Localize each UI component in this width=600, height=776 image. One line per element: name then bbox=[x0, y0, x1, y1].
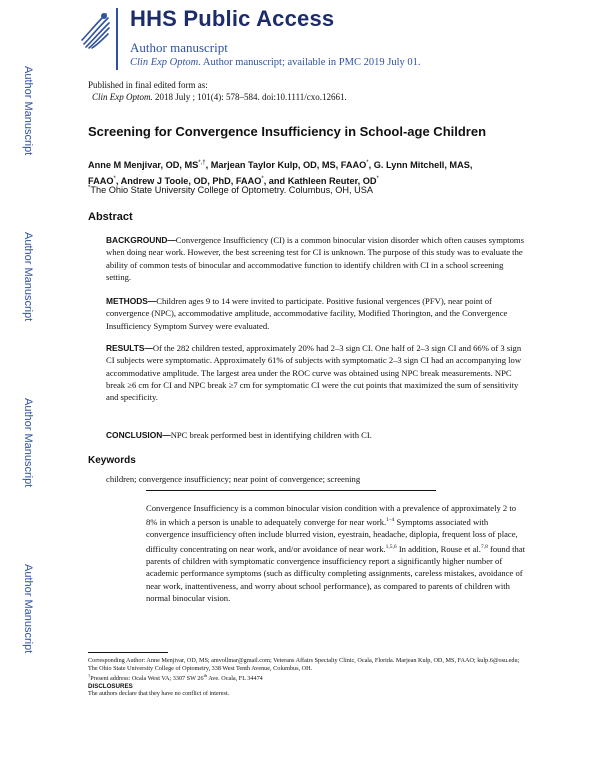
margin-label: Author Manuscript bbox=[22, 398, 34, 488]
present-address-text: Ave. Ocala, FL 34474 bbox=[207, 675, 263, 683]
body-text: Symptoms associated with convergence insufficiency often include blurred vision, eyestrain, headache, diplopia, frequent loss of place, difficulty concentrating on near work, and/or avoidance of near work. bbox=[146, 517, 518, 554]
section-text: Convergence Insufficiency (CI) is a common binocular vision disorder which often causes symptoms when doing near work. However, the best screening test for CI is unknown. The purpose of this study was to evaluate the ability of common tests of binocular and accommodative function to identify children with CI in a school screening setting. bbox=[106, 235, 524, 282]
author-sup: * bbox=[376, 176, 379, 183]
journal-abbrev: Clin Exp Optom. bbox=[130, 57, 201, 68]
hhs-eagle-logo-icon bbox=[78, 6, 114, 50]
author-name: Anne M Menjivar, OD, MS bbox=[88, 160, 199, 171]
margin-label: Author Manuscript bbox=[22, 66, 34, 156]
author-name: , Andrew J Toole, OD, PhD, FAAO bbox=[115, 176, 262, 187]
header-divider bbox=[116, 8, 118, 70]
journal-availability: Author manuscript; available in PMC 2019 July 01. bbox=[200, 57, 421, 68]
author-sup: * bbox=[366, 160, 369, 166]
body-text: Convergence Insufficiency is a common binocular vision condition with a prevalence of approximately 2 to 8% in which a person is unable to adequately converge for near work. bbox=[146, 503, 517, 528]
ordinal-sup: th bbox=[203, 673, 208, 679]
pubinfo-citation-text: 2018 July ; 101(4): 578–584. doi:10.1111/cxo.12661. bbox=[152, 91, 347, 102]
body-paragraph bbox=[146, 502, 526, 604]
disclosures-text: The authors declare that they have no conflict of interest. bbox=[88, 690, 230, 698]
author-name: FAAO bbox=[88, 176, 114, 187]
pubinfo-line: Published in final edited form as: bbox=[88, 80, 208, 90]
citation-ref: 7,8 bbox=[480, 543, 488, 550]
citation-ref: 1,5,6 bbox=[385, 543, 397, 550]
section-text: Of the 282 children tested, approximately 20% had 2–3 sign CI. One half of 2–3 sign CI and 66% of 3 sign CI subjects were symptomatic. Approximately 61% of subjects with symptomatic 2–3 sign CI had an accompanying low accommodative amplitude. The largest area under the ROC curve was obtained using NPC break measurements. NPC break ≥6 cm for CI and NPC break ≥7 cm for symptomatic CI were the cut points that maximized the sum of sensitivity and specificity. bbox=[106, 343, 522, 403]
author-sup: *,† bbox=[198, 160, 206, 166]
author-line bbox=[88, 156, 518, 172]
abstract-background bbox=[106, 234, 526, 283]
body-text: found that parents of children with symptomatic convergence insufficiency report a significantly higher number of academic performance symptoms (such as difficulty completing assignments, careless mistakes, avoidance of near work, inattentiveness, and worry about school performance), as compared to parents of children with normal binocular vision. bbox=[146, 543, 526, 603]
footnotes bbox=[88, 657, 528, 698]
keywords-heading: Keywords bbox=[88, 455, 136, 466]
section-lead: CONCLUSION— bbox=[106, 430, 171, 440]
header-subtitle: Author manuscript bbox=[130, 40, 228, 55]
pubinfo-citation bbox=[88, 92, 347, 104]
keywords-text: children; convergence insufficiency; near point of convergence; screening bbox=[106, 474, 361, 484]
margin-label: Author Manuscript bbox=[22, 232, 34, 322]
section-lead: RESULTS— bbox=[106, 343, 153, 353]
author-sup: * bbox=[113, 176, 116, 183]
corresponding-author: Corresponding Author: Anne Menjivar, OD, MS; amvollmar@gmail.com; Veterans Affairs Specialty Clinic, Ocala, Florida. Marjean Kulp, OD, MS, FAAO; kulp.6@osu.edu; The Ohio State University College of Optometry, 338 West Tenth Avenue, Columbus, OH. bbox=[88, 657, 520, 672]
disclosures-heading: DISCLOSURES bbox=[88, 682, 133, 690]
affiliation bbox=[88, 185, 373, 195]
article-title: Screening for Convergence Insufficiency in School-age Children bbox=[88, 124, 487, 139]
affiliation-text: The Ohio State University College of Optometry. Columbus, OH, USA bbox=[90, 185, 374, 196]
publication-info bbox=[88, 80, 347, 103]
footnote-rule bbox=[88, 652, 168, 653]
author-name: , Marjean Taylor Kulp, OD, MS, FAAO bbox=[205, 160, 367, 171]
abstract-heading: Abstract bbox=[88, 211, 133, 223]
abstract-results bbox=[106, 342, 526, 403]
abstract-conclusion bbox=[106, 429, 526, 441]
author-name: , G. Lynn Mitchell, MAS, bbox=[368, 160, 473, 171]
footnote-sup: † bbox=[88, 673, 91, 679]
body-text: In addition, Rouse et al. bbox=[396, 543, 481, 554]
author-list bbox=[88, 156, 518, 188]
pubinfo-journal: Clin Exp Optom. bbox=[92, 91, 153, 102]
author-sup: * bbox=[261, 176, 264, 183]
section-lead: METHODS— bbox=[106, 296, 157, 306]
present-address-text: Present address: Ocala West VA; 3307 SW 26 bbox=[90, 675, 204, 683]
affiliation-sup: * bbox=[88, 185, 91, 191]
abstract-methods bbox=[106, 295, 526, 332]
citation-ref: 1–4 bbox=[386, 517, 395, 524]
author-name: , and Kathleen Reuter, OD bbox=[263, 176, 377, 187]
hhs-header bbox=[78, 6, 598, 76]
section-lead: BACKGROUND— bbox=[106, 235, 176, 245]
margin-label: Author Manuscript bbox=[22, 564, 34, 654]
section-text: Children ages 9 to 14 were invited to participate. Positive fusional vergences (PFV), near point of convergence (NPC), accommodative amplitude, accommodative facility, Modified Thorington, and the Convergence Insufficiency Symptom Survey were evaluated. bbox=[106, 296, 508, 331]
section-divider bbox=[146, 490, 436, 491]
page-title: HHS Public Access bbox=[130, 6, 335, 31]
header-journal-line bbox=[130, 57, 420, 68]
section-text: NPC break performed best in identifying children with CI. bbox=[170, 430, 372, 440]
present-address bbox=[88, 672, 528, 683]
